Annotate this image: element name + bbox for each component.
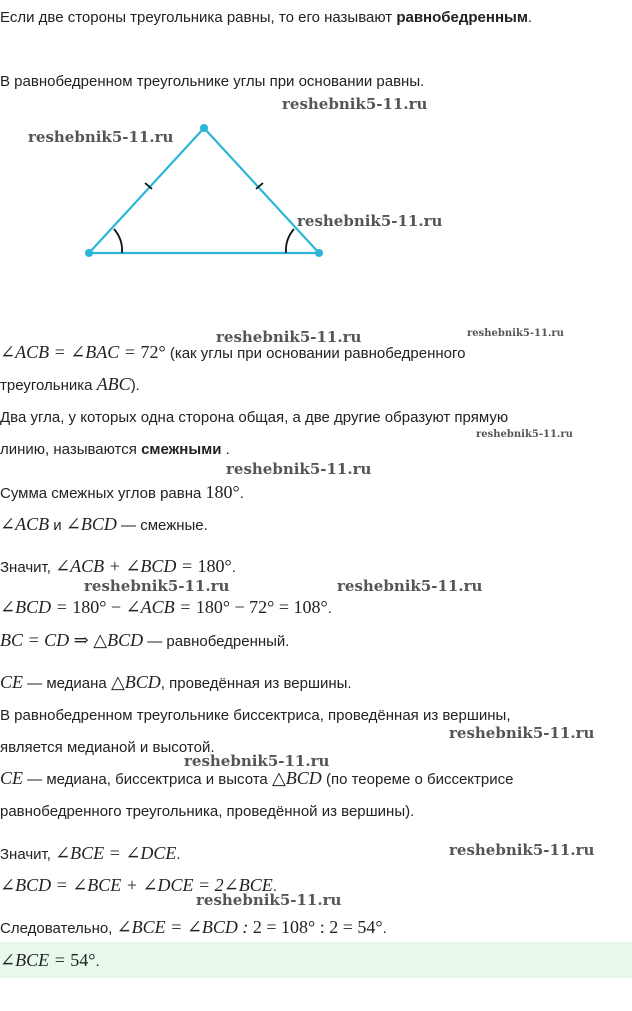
math-expression: ∠ACB = xyxy=(125,597,196,617)
adjacent-angles-definition: Два угла, у которых одна сторона общая, а две другие образуют прямую xyxy=(0,409,509,426)
answer-line xyxy=(0,950,100,972)
math-expression: ∠ACB xyxy=(0,514,50,534)
statement-text: Значит, xyxy=(0,846,56,863)
angle-bcd-calculation xyxy=(0,597,332,619)
math-expression: ∠ACB + ∠BCD = xyxy=(55,556,198,576)
statement-period: . xyxy=(239,485,244,502)
math-expression: ABC xyxy=(96,374,131,394)
math-expression: ∠ACB = ∠BAC = xyxy=(0,342,141,362)
adjacent-sum-statement xyxy=(0,482,244,504)
bcd-isosceles-statement xyxy=(0,630,289,652)
term-isosceles: равнобедренным xyxy=(396,9,528,26)
base-angle-arc-left xyxy=(114,229,122,253)
math-expression: ∠BCD = ∠BCE + ∠DCE = 2∠BCE xyxy=(0,875,273,895)
adjacent-angles-definition-cont xyxy=(0,440,230,460)
math-number: 72° xyxy=(140,342,166,362)
watermark: reshebnik5-11.ru xyxy=(476,429,573,440)
math-number: 54° xyxy=(70,950,96,970)
watermark: reshebnik5-11.ru xyxy=(216,328,362,346)
math-expression: CE xyxy=(0,672,24,692)
math-number: 2 = 108° : 2 = 54° xyxy=(252,917,383,937)
math-expression: CE xyxy=(0,768,24,788)
math-number: 180° xyxy=(205,482,240,502)
term-adjacent: смежными xyxy=(141,441,222,458)
equal-halves-statement xyxy=(0,843,181,865)
math-expression: BC = CD ⇒ △BCD xyxy=(0,630,144,650)
math-number: 180° − xyxy=(72,597,126,617)
math-expression: ∠BCE = ∠DCE xyxy=(55,843,177,863)
ce-properties-statement-cont: равнобедренного треугольника, проведённой из вершины). xyxy=(0,803,415,820)
watermark: reshebnik5-11.ru xyxy=(297,212,443,230)
statement-text: Следовательно, xyxy=(0,920,117,937)
final-calculation xyxy=(0,917,387,939)
math-expression: △BCD xyxy=(110,672,161,692)
explanation-text: треугольника xyxy=(0,377,97,394)
definition-text: Если две стороны треугольника равны, то его называют xyxy=(0,9,397,26)
watermark: reshebnik5-11.ru xyxy=(184,752,330,770)
math-expression: ∠BCE = ∠BCD : xyxy=(116,917,253,937)
statement-text: (по теореме о биссектрисе xyxy=(321,771,514,788)
watermark: reshebnik5-11.ru xyxy=(449,724,595,742)
definition-text: линию, называются xyxy=(0,441,142,458)
watermark: reshebnik5-11.ru xyxy=(337,577,483,595)
triangle-right-side xyxy=(204,128,319,253)
math-expression: ∠BCE = xyxy=(0,950,71,970)
watermark: reshebnik5-11.ru xyxy=(28,128,174,146)
statement-text: — смежные. xyxy=(116,517,208,534)
vertex-point-right xyxy=(315,249,323,257)
answer-box xyxy=(0,942,632,978)
statement-period: . xyxy=(95,953,100,970)
median-statement xyxy=(0,672,352,694)
bisector-theorem-cont: является медианой и высотой. xyxy=(0,739,215,756)
watermark: reshebnik5-11.ru xyxy=(226,460,372,478)
sum-equation xyxy=(0,556,236,578)
base-angles-property: В равнобедренном треугольнике углы при основании равны. xyxy=(0,73,425,90)
statement-text: — медиана, биссектриса и высота xyxy=(23,771,272,788)
math-number: 180° xyxy=(197,556,232,576)
statement-text: Сумма смежных углов равна xyxy=(0,485,206,502)
vertex-point-top xyxy=(200,124,208,132)
statement-period: . xyxy=(272,878,277,895)
statement-period: . xyxy=(176,846,181,863)
math-expression: △BCD xyxy=(271,768,322,788)
math-expression: ∠BCD = xyxy=(0,597,73,617)
base-angle-arc-right xyxy=(286,229,294,253)
explanation-text: ). xyxy=(130,377,140,394)
watermark: reshebnik5-11.ru xyxy=(467,328,564,339)
statement-text: — равнобедренный. xyxy=(143,633,290,650)
watermark: reshebnik5-11.ru xyxy=(449,841,595,859)
bisector-theorem: В равнобедренном треугольнике биссектриса, проведённая из вершины, xyxy=(0,707,511,724)
isosceles-triangle-figure xyxy=(0,0,632,300)
statement-text: Значит, xyxy=(0,559,56,576)
ce-properties-statement xyxy=(0,768,513,790)
adjacent-angles-statement xyxy=(0,514,208,536)
statement-text: — медиана xyxy=(23,675,111,692)
triangle-left-side xyxy=(89,128,204,253)
watermark: reshebnik5-11.ru xyxy=(196,891,342,909)
math-number: 180° − 72° = 108° xyxy=(195,597,328,617)
statement-period: . xyxy=(327,600,332,617)
explanation-text: (как углы при основании равнобедренного xyxy=(165,345,466,362)
angles-equal-statement-cont xyxy=(0,374,140,396)
vertex-point-left xyxy=(85,249,93,257)
definition-period: . xyxy=(221,441,230,458)
math-expression: ∠BCD xyxy=(65,514,117,534)
statement-period: . xyxy=(382,920,387,937)
watermark: reshebnik5-11.ru xyxy=(282,95,428,113)
statement-text: и xyxy=(49,517,66,534)
watermark: reshebnik5-11.ru xyxy=(84,577,230,595)
definition-period: . xyxy=(527,9,533,26)
statement-period: . xyxy=(231,559,236,576)
statement-text: , проведённая из вершины. xyxy=(160,675,352,692)
